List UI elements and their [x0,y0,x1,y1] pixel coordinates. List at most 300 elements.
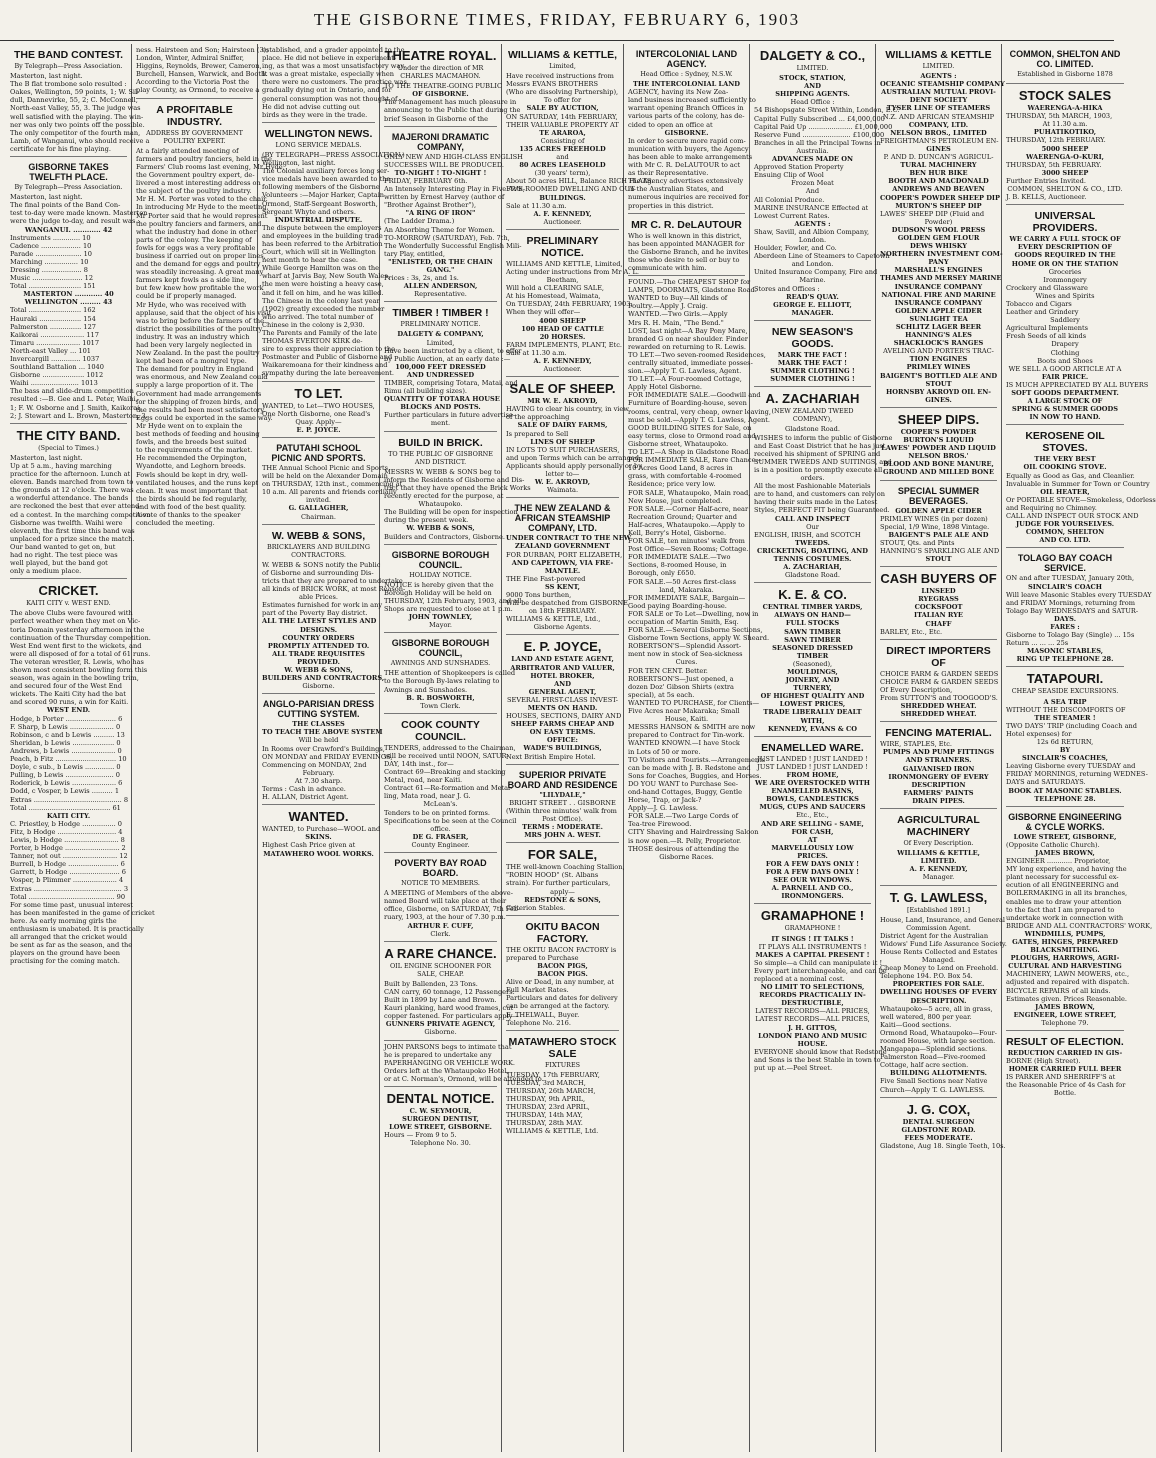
text-line: E. THELWALL, Buyer. [506,1010,580,1019]
text-line: Gladstone Road. [785,425,840,434]
article-block [506,377,643,498]
text-line: WITHOUT THE DISCOMFORTS OF [1006,705,1126,714]
text-line: ALL TRADE REQUISITES [272,649,365,658]
article-heading: MR C. R. DeLAUTOUR [631,218,742,231]
text-line: OFFICE: [547,736,578,745]
text-line: he is prepared to undertake any [384,1050,492,1059]
text-line: Drapery [1051,340,1079,349]
text-line: MAKES A CAPITAL PRESENT ! [755,950,870,959]
text-line: FOR IMMEDIATE SALE, Bargain— [628,593,746,602]
text-line: on 18th FEBRUARY. [528,607,597,616]
article-block [384,127,525,303]
article-block [1006,1031,1124,1101]
text-line: certificate for his fine playing. [10,144,111,153]
text-line: Palmerston Road—Five-roomed [880,1053,986,1062]
text-line: BOOK AT MASONIC STABLES. [1008,786,1122,795]
text-line: DESCRIPTION [911,780,966,789]
text-line: E. P. JOYCE. [296,425,341,434]
text-line: Mr H. M. Porter was voted to the chair. [136,195,268,204]
text-line: INDUSTRIAL DISPUTE. [274,215,363,224]
text-line: THURSDAY, 28th MAY. [506,1119,583,1128]
text-line: tricts that they are prepared to undertake [262,576,403,585]
text-line: and with food of the best quality. [136,502,246,511]
article-heading: TO LET. [294,385,343,401]
text-line: CHOICE FARM & GARDEN SEEDS [880,677,999,686]
text-line: FULL STOCKS [785,619,840,628]
text-line: the subject of the poultry industry. [136,187,252,196]
text-line: OIL HEATER, [1040,487,1090,496]
text-line: Waimata. [546,486,579,495]
text-line: ENGLISH, IRISH, and SCOTCH [754,530,861,539]
text-line: Criterion Stables. [506,903,566,912]
text-line: Prices : 3s, 2s, and 1s. [384,274,459,283]
text-line: Acting under instructions from Mr A. L. [506,267,639,276]
text-line: RYEGRASS [918,595,959,604]
text-line: MARINE INSURANCE Effected at [754,203,869,212]
article-subheading: By Telegraph—Press Association. [14,62,123,70]
text-line: MR W. E. AKROYD, [527,397,598,406]
text-line: Widows' Fund Life Assurance Society. [880,939,1007,948]
text-line: TUESDAY, 17th FEBRUARY, [506,1070,600,1079]
text-line: DRAIN PIPES. [912,796,965,805]
article-heading: WILLIAMS & KETTLE [885,49,992,61]
article-block [262,44,407,123]
text-line: WAERENGA-O-KURI, [1026,152,1104,161]
text-line: KENNEDY, EVANS & CO [767,724,858,733]
text-line: (Seasoned), [792,659,833,668]
article-heading: GISBORNE BOROUGH COUNCIL. [391,549,490,570]
text-line: had been very largely neglected in [136,341,253,349]
text-line: properties in this district. [628,201,714,210]
text-line: Frozen Meat [791,179,834,188]
text-line: NO LIMIT TO SELECTIONS, [760,983,865,992]
text-line: Estimates furnished for work in any [262,601,383,610]
text-line: JUDGE FOR YOURSELVES. [1015,520,1115,529]
text-line: but few knew how profitable the work [136,284,264,293]
text-line: READ'S QUAY. [786,292,839,301]
text-line: AVELING AND PORTER'S TRAC- [883,347,994,356]
text-line: is in a position to promptly execute all [754,465,883,474]
column-8 [876,44,1007,1452]
text-line: THEIR VALUABLE PROPERTY AT [506,120,619,129]
text-line: THE well-known Coaching Stallion, [506,863,625,872]
article-block [880,886,1007,1098]
text-line: WANTED, to Purchase—WOOL and [262,825,381,834]
text-line: Cottage, half acre section. [880,1061,969,1070]
text-line: The Building will be open for inspection [384,508,518,517]
text-line: THE INTERCOLONIAL LAND [632,80,740,89]
text-line: Parade ...................... 10 [10,249,92,258]
text-line: The veteran wrestler, R. Lewis, who has [10,657,144,666]
text-line: Invaluable in Summer for Town or Country [1006,479,1150,488]
text-line: Dressing ................... 8 [10,265,88,274]
text-line: the results had been most satisfactory. [136,405,266,414]
text-line: New House, just completed. [628,496,723,505]
text-line: test to-day were made known. Masterton [10,209,148,218]
text-line: only a medium place. [10,567,82,576]
text-line: sire to express their appreciation to the [262,345,396,354]
article-subheading: OIL ENGINE SCHOONER FOR SALE, CHEAP. [389,961,492,978]
text-line: OF HIGHEST QUALITY AND [760,692,865,701]
text-line: recently erected for the purpose, at [384,492,504,501]
text-line: ONLY NEW AND HIGH-CLASS ENGLISH [384,152,523,161]
text-line: Alive or Dead, in any number, at [506,978,614,987]
text-line: Mr Porter said that he would represent [136,211,268,220]
article-subheading: HOLIDAY NOTICE. [409,570,472,579]
article-block [10,44,150,157]
column-9 [1002,44,1156,1452]
article-block [628,214,749,276]
text-line: Fresh Seeds of all kinds [1006,332,1087,341]
article-heading: GISBORNE TAKES TWELFTH PLACE. [28,162,109,183]
text-line: GEORGE E. ELLIOTT, [773,300,852,309]
text-line: BACON PIGS, [537,961,588,970]
text-line: North-east Valley ... 101 [10,346,91,355]
article-heading: T. G. LAWLESS, [889,889,988,905]
text-line: He did not advise cutting out [262,102,360,111]
text-line: FRIDAY, FEBRUARY 6th. [384,176,468,185]
text-line: a wonderful attendance. The bands [10,494,129,503]
text-line: birds as they were in the trade. [262,110,368,119]
text-line: Houlder, Fowler, and Co. [754,244,837,253]
text-line: and employees in the building trade [262,231,383,240]
text-line: rewarded on returning to R. Lewis. [628,342,746,351]
text-line: SHREDDED WHEAT. [900,702,977,711]
article-subheading: FIXTURES [544,1060,580,1069]
text-line: Extras .......................................... 8 [10,795,129,804]
text-line: were the judge to-day, and result was : [10,217,140,226]
text-line: THURSDAY, 9th APRIL, [506,1095,586,1104]
text-line: ALLEN ANDERSON, [403,282,478,291]
text-line: Cadence ................... 10 [10,241,92,250]
text-line: Sergeant Whyte and others. [262,207,356,216]
article-block [754,387,893,583]
text-line: wickets. The Kaiti City had the bat [10,690,126,699]
article-subheading: (Special to Times.) [38,443,99,452]
text-line: AT [807,835,818,844]
text-line: gradually dying out in Ontario, and for [262,86,392,95]
text-line: WANTED, to Let—TWO HOUSES, [262,401,375,410]
text-line: the grounds at 12 o'clock. There was [10,486,134,495]
text-line: Masterton, last night. [10,72,83,81]
text-line: OIL COOKING STOVE. [1023,463,1107,472]
text-line: IS MUCH APPRECIATED BY ALL BUYERS [1006,380,1149,389]
text-line: TWO DAYS' TRIP (including Coach and [1006,721,1137,730]
article-block [506,44,654,230]
text-line: ROBERTSON'S—Splendid Assort- [628,642,742,651]
text-line: FOR DURBAN, PORT ELIZABETH, [506,550,623,559]
text-line: Gisborne .................... 1012 [10,371,104,380]
text-line: Ormond Road, Whataupoko—Four- [880,1028,997,1037]
text-line: ALL THE LATEST STYLES AND [262,617,377,626]
text-line: of the approaching [506,413,570,422]
text-line: by Public Auction, at an early date :— [384,354,511,363]
text-line: Telephone 194. P.O. Box 54. [880,972,973,981]
text-line: Rimu (all building sizes). [384,387,467,396]
text-line: All Colonial Produce. [754,195,825,204]
text-line: Head Office : [790,98,835,107]
text-line: BACON PIGS. [537,970,588,979]
text-line: brief Season in Gisborne of the [384,114,489,123]
text-line: Capital Fully Subscribed ... £4,000,000 [754,114,885,123]
text-line: land, Makaraka. [659,585,714,594]
text-line: So simple—a Child can manipulate it ! [754,958,883,967]
text-line: 12s 6d RETURN, [1036,738,1094,746]
text-line: undertake work in connection with [1006,913,1124,922]
text-line: 100,000 FEET DRESSED [395,362,486,371]
text-line: Return ... ... ... 25s [1006,639,1069,648]
text-line: The Wonderfully Successful English Mili- [384,241,522,250]
text-line: and the demand for eggs and poultry [136,260,261,269]
text-line: TENDERS, addressed to the Chairman, [384,743,516,752]
text-line: REDSTONE & SONS, [524,895,601,904]
text-line: Fowls should be kept in dry, well- [136,470,248,479]
text-line: had no right. The test piece was [10,550,118,559]
text-line: Government had made arrangements [136,389,262,398]
text-line: TELEPHONE 28. [1034,794,1096,803]
text-line: Town Clerk. [420,701,461,710]
text-line: Have received instructions from [506,72,614,81]
text-line: GANG." [426,265,455,274]
text-line: has been appointed MANAGER for [628,239,745,248]
text-line: parts of the colony. The keeping of [136,235,252,244]
text-line: AGENCY, having its New Zea- [628,88,729,97]
text-line: FOR A FEW DAYS ONLY ! [765,859,860,868]
text-line: Mayor. [429,621,452,630]
text-line: BAIGENT'S BOTTLED ALE AND [880,371,998,380]
text-line: N.Z. AND AFRICAN STEAMSHIP [882,112,995,121]
article-heading: GISBORNE BOROUGH COUNCIL, [391,638,490,659]
text-line: GOLDEN APPLE CIDER [895,306,982,315]
text-line: TERMS : MODERATE. [522,823,603,832]
text-line: Church—Apply T. G. LAWLESS. [880,1085,985,1094]
column-2 [132,44,285,1452]
text-line: The demand for poultry in England [136,365,254,374]
text-line: Sections, 8-roomed House, in [628,561,727,570]
text-line: and FRIDAY Mornings, returning from [1006,598,1135,607]
column-7 [750,44,900,1452]
text-line: Beetham, [546,276,579,285]
text-line: Metal, road, near Kaiti. [384,776,463,785]
text-line: A. F. KENNEDY, [909,865,968,874]
text-line: New Zealand. In the past the poultry [136,349,260,358]
text-line: Wellington, last night. [262,159,336,168]
column-3 [258,44,407,1452]
text-line: GINES [926,144,951,153]
text-line: FIVE-ROOMED DWELLING AND OUT- [506,185,636,194]
text-line: continuation of the Thursday competition. [10,633,151,642]
text-line: Gladstone, Aug 18. Single Teeth, 10s. [880,1141,1006,1150]
article-heading: A. ZACHARIAH [765,391,860,407]
text-line: ed a contest. In the marching competition [10,510,151,519]
article-heading: THEATRE ROYAL. [384,48,497,63]
text-line: Saddlery [1050,316,1080,325]
text-line: MASTERTON ............ 40 [23,290,114,299]
text-line: Garrett, b Hodge ........................ 6 [10,868,126,877]
text-line: Leather and Grindery [1006,308,1079,317]
text-line: TO TEACH THE ABOVE SYSTEM [262,728,383,737]
text-line: 135 ACRES FREEHOLD [519,144,606,153]
text-line: At his Homestead, Waimata, [506,292,601,301]
text-line: PANY [928,258,949,267]
text-line: the Government poultry expert, de- [136,171,255,180]
text-line: WINDMILLS, PUMPS, [1024,929,1106,938]
article-block [262,382,375,438]
text-line: Commission Agent. [906,923,971,932]
article-subheading: AWNINGS AND SUNSHADES. [390,659,491,668]
text-line: (Opposite Catholic Church). [1006,840,1100,849]
text-line: Cures. [675,658,698,667]
text-line: COUNTRY ORDERS [282,633,355,642]
text-line: ARTHUR F. CUFF, [407,921,474,930]
text-line: Styles, PERFECT FIT being Guaranteed. [754,506,890,515]
text-line: inform the Residents of Gisborne and Dis- [384,475,525,484]
text-line: FOR SALE.—Corner Half-acre, near [628,504,749,513]
text-line: land business increased sufficiently to [628,96,756,105]
text-line: Stores and Offices : [754,284,820,293]
text-line: THURSDAY, 5th MARCH, 1903, [1006,112,1113,121]
text-line: Builders and Contractors, Gisborne. [384,532,505,541]
text-line: 2; J. Stewart and L. Brown, Masterton, 3. [10,411,148,420]
text-line: LOWE STREET, GISBORNE, [1013,832,1117,841]
text-line: TURNERY, [793,684,832,693]
text-line: Apply Hotel Gisborne. [628,383,702,392]
article-block [384,302,522,431]
text-line: Gladstone Road. [785,571,840,580]
text-line: will be received until NOON, SATUR- [384,751,509,760]
text-line: TO-NIGHT ! TO-NIGHT ! [394,168,487,177]
text-line: for the shipping of frozen birds, and [136,397,257,406]
text-line: "A RING OF IRON" [405,209,476,218]
article-block [262,694,393,805]
text-line: could be if properly managed. [136,292,237,301]
text-line: Branches in all the Principal Towns in [754,138,881,147]
text-line: FROM HOME, [786,770,839,779]
text-line: W. WEBB & SONS, [406,524,475,533]
text-line: BLACKSMITHING. [1030,946,1100,955]
text-line: KAITI CITY. [46,811,91,820]
text-line: the poultry fanciers and farmers, and [136,219,262,228]
article-heading: TATAPOURI. [1026,671,1104,687]
text-line: A. ZACHARIAH, [783,563,842,572]
text-line: in Lots of 50 or more. [628,747,701,756]
text-line: UNDER CONTRACT TO THE NEW [506,534,632,543]
text-line: has been referred to the Arbitration [262,239,383,248]
text-line: MESSRS W. WEBB & SONS beg to [384,467,501,476]
article-block [384,942,520,1041]
text-line: Tanner, not out .......................... 12 [10,852,128,861]
text-line: MRS JOHN A. WEST. [524,831,601,840]
text-line: Representative. [414,290,467,299]
text-line: INSURANCE COMPANY [894,298,983,307]
text-line: was to bring before the farmers of the [136,316,265,325]
text-line: LATEST RECORDS—ALL PRICES, [755,1015,870,1024]
text-line: Equally as Good as Gas, and Cleanlier. [1006,471,1135,480]
text-line: AND CAPETOWN, VIA FRE- [511,558,614,567]
article-heading: COMMON, SHELTON AND CO. LIMITED. [1009,49,1121,69]
text-line: GENERAL AGENT, [528,687,597,696]
text-line: "ROBIN HOOD" (St. Albans [506,871,599,880]
text-line: TE ARAROA, [539,128,586,137]
text-line: fowls, and the breeds best suited [136,438,247,447]
text-line: Etc., Etc., [796,811,829,820]
text-line: AND ARE SELLING - SAME, [761,819,864,828]
text-line: ON and after TUESDAY, January 20th, [1006,574,1135,583]
text-line: EVERYONE should know that Redstone [754,1047,887,1056]
text-line: A. F. KENNEDY, [533,209,592,218]
text-line: OCEANIC STEAMSHIP COMPANY [880,80,1005,89]
text-line: Will leave Masonic Stables every TUESDAY [1006,590,1152,599]
text-line: ment. [430,419,451,428]
text-line: Kaikorai ..................... 117 [10,330,99,339]
text-line: and Requiring no Chimney. [1006,503,1097,512]
text-line: Farmers' Club rooms last evening, Mr Hyde, [136,162,285,171]
text-line: The Colonial auxiliary forces long ser- [262,167,390,176]
text-line: HOME OR ON THE STATION [1011,259,1119,268]
text-line: OF GISBORNE. [412,90,469,99]
text-line: 1; F. W. Osborne and J. Smith, Kaikorai, [10,403,142,412]
text-line: When they will offer— [506,308,581,317]
text-line: on THURSDAY, 12th inst., commencing at [262,480,403,489]
text-line: District Agent for the Australian [880,931,989,940]
text-line: perfect weather when they met on Vic- [10,617,141,626]
article-subheading: (NEW ZEALAND TWEED COMPANY), [771,407,854,424]
text-line: are to hand, and customers can rely on [754,490,886,499]
text-line: FOR SALE.—50 Acres first-class [628,577,736,586]
text-line: County Engineer. [411,840,470,849]
text-line: LONDON PIANO AND MUSIC [758,1031,867,1040]
text-line: MASONIC STABLES, [1026,647,1104,656]
text-line: McLean's. [423,800,458,809]
text-line: Robinson, c and b Lewis .......... 13 [10,730,125,739]
text-line: Up at 5 a.m., having marching [10,461,112,470]
text-line: Contract 61—Re-formation and Metal- [384,784,513,793]
text-line: Gisborne Agents. [533,623,592,632]
text-line: concluded the meeting. [136,519,215,528]
text-line: the men were hoisting a heavy case, [262,280,384,289]
text-line: ADVANCES MADE ON [771,155,854,164]
text-line: Masterton, last night. [10,453,83,462]
text-line: The B flat trombone solo resulted : [10,80,127,89]
article-heading: DIRECT IMPORTERS OF [886,644,991,669]
article-heading: TOLAGO BAY COACH SERVICE. [1017,553,1113,574]
text-line: enables me to draw your attention [1006,897,1122,906]
text-line: At 11.30 a.m. [1042,120,1088,129]
article-block [628,276,771,864]
text-line: The only competitor of the fourth man, [10,128,141,137]
text-line: MARVELLOUSLY LOW [771,843,854,852]
article-heading: KEROSENE OIL STOVES. [1025,430,1105,455]
text-line: Gisborne. [424,1028,457,1037]
article-heading: WANTED. [288,809,349,825]
text-line: THE attention of Shopkeepers is called [384,669,516,678]
article-heading: K. E. & CO. [778,587,847,603]
text-line: BARLEY, Etc., Etc. [880,627,943,636]
text-line: what the industry had done in other [136,227,257,236]
text-line: In introducing Mr Hyde to the meeting, [136,203,269,212]
text-line: SUNLIGHT TEA [909,314,968,323]
text-line: HANNING'S ALES [905,331,972,340]
text-line: WITH, [800,716,825,725]
text-line: LOWE STREET, GISBORNE. [389,1123,492,1132]
text-line: will be held on the Alexander Domain [262,472,388,481]
text-line: Of Every Description, [880,685,953,694]
text-line: HANNING'S SPARKLING ALE AND [880,546,1000,555]
article-block [1006,548,1152,667]
text-line: THOMAS EVERTON KIRK de- [262,337,363,346]
text-line: WEST END. [46,706,91,715]
text-line: AGENTS : [794,219,831,228]
